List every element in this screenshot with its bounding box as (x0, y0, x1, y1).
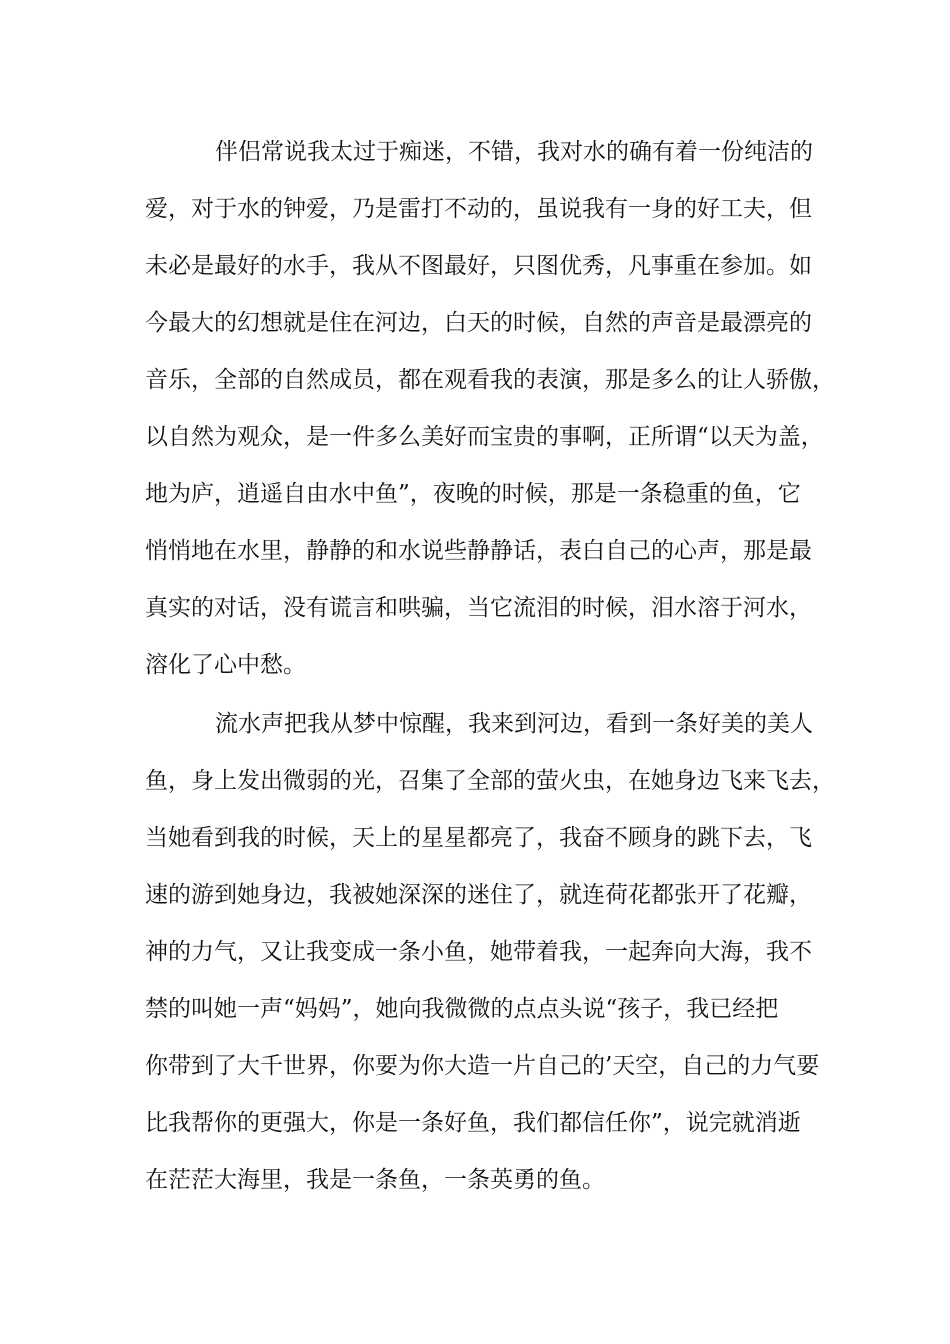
paragraph-line: 爱，对于水的钟爱，乃是雷打不动的，虽说我有一身的好工夫，但 (145, 196, 812, 222)
paragraph-line: 悄悄地在水里，静静的和水说些静静话，表白自己的心声，那是最 (145, 538, 812, 564)
paragraph-line: 未必是最好的水手，我从不图最好，只图优秀，凡事重在参加。如 (145, 253, 812, 279)
paragraph-line: 地为庐，逍遥自由水中鱼”，夜晚的时候，那是一条稳重的鱼，它 (145, 481, 801, 507)
paragraph-line: 禁的叫她一声“妈妈”，她向我微微的点点头说“孩子，我已经把 (145, 996, 779, 1022)
paragraph-line: 音乐，全部的自然成员，都在观看我的表演，那是多么的让人骄傲， (145, 367, 835, 393)
paragraph-line: 今最大的幻想就是住在河边，白天的时候，自然的声音是最漂亮的 (145, 310, 812, 336)
paragraph-line: 流水声把我从梦中惊醒，我来到河边，看到一条好美的美人 (215, 711, 813, 737)
paragraph-line: 以自然为观众，是一件多么美好而宝贵的事啊，正所谓“以天为盖， (145, 424, 824, 450)
paragraph-line: 你带到了大千世界，你要为你大造一片自己的’天空，自己的力气要 (145, 1053, 820, 1079)
paragraph-line: 伴侣常说我太过于痴迷，不错，我对水的确有着一份纯洁的 (215, 139, 813, 165)
paragraph-line: 当她看到我的时候，天上的星星都亮了，我奋不顾身的跳下去，飞 (145, 825, 812, 851)
paragraph-line: 溶化了心中愁。 (145, 652, 306, 678)
paragraph-line: 真实的对话，没有谎言和哄骗，当它流泪的时候，泪水溶于河水， (145, 595, 812, 621)
paragraph-line: 在茫茫大海里，我是一条鱼，一条英勇的鱼。 (145, 1167, 605, 1193)
paragraph-line: 鱼，身上发出微弱的光，召集了全部的萤火虫，在她身边飞来飞去， (145, 768, 835, 794)
paragraph-line: 比我帮你的更强大，你是一条好鱼，我们都信任你”，说完就消逝 (145, 1110, 801, 1136)
paragraph-line: 神的力气，又让我变成一条小鱼，她带着我，一起奔向大海，我不 (145, 939, 812, 965)
paragraph-line: 速的游到她身边，我被她深深的迷住了，就连荷花都张开了花瓣， (145, 882, 812, 908)
